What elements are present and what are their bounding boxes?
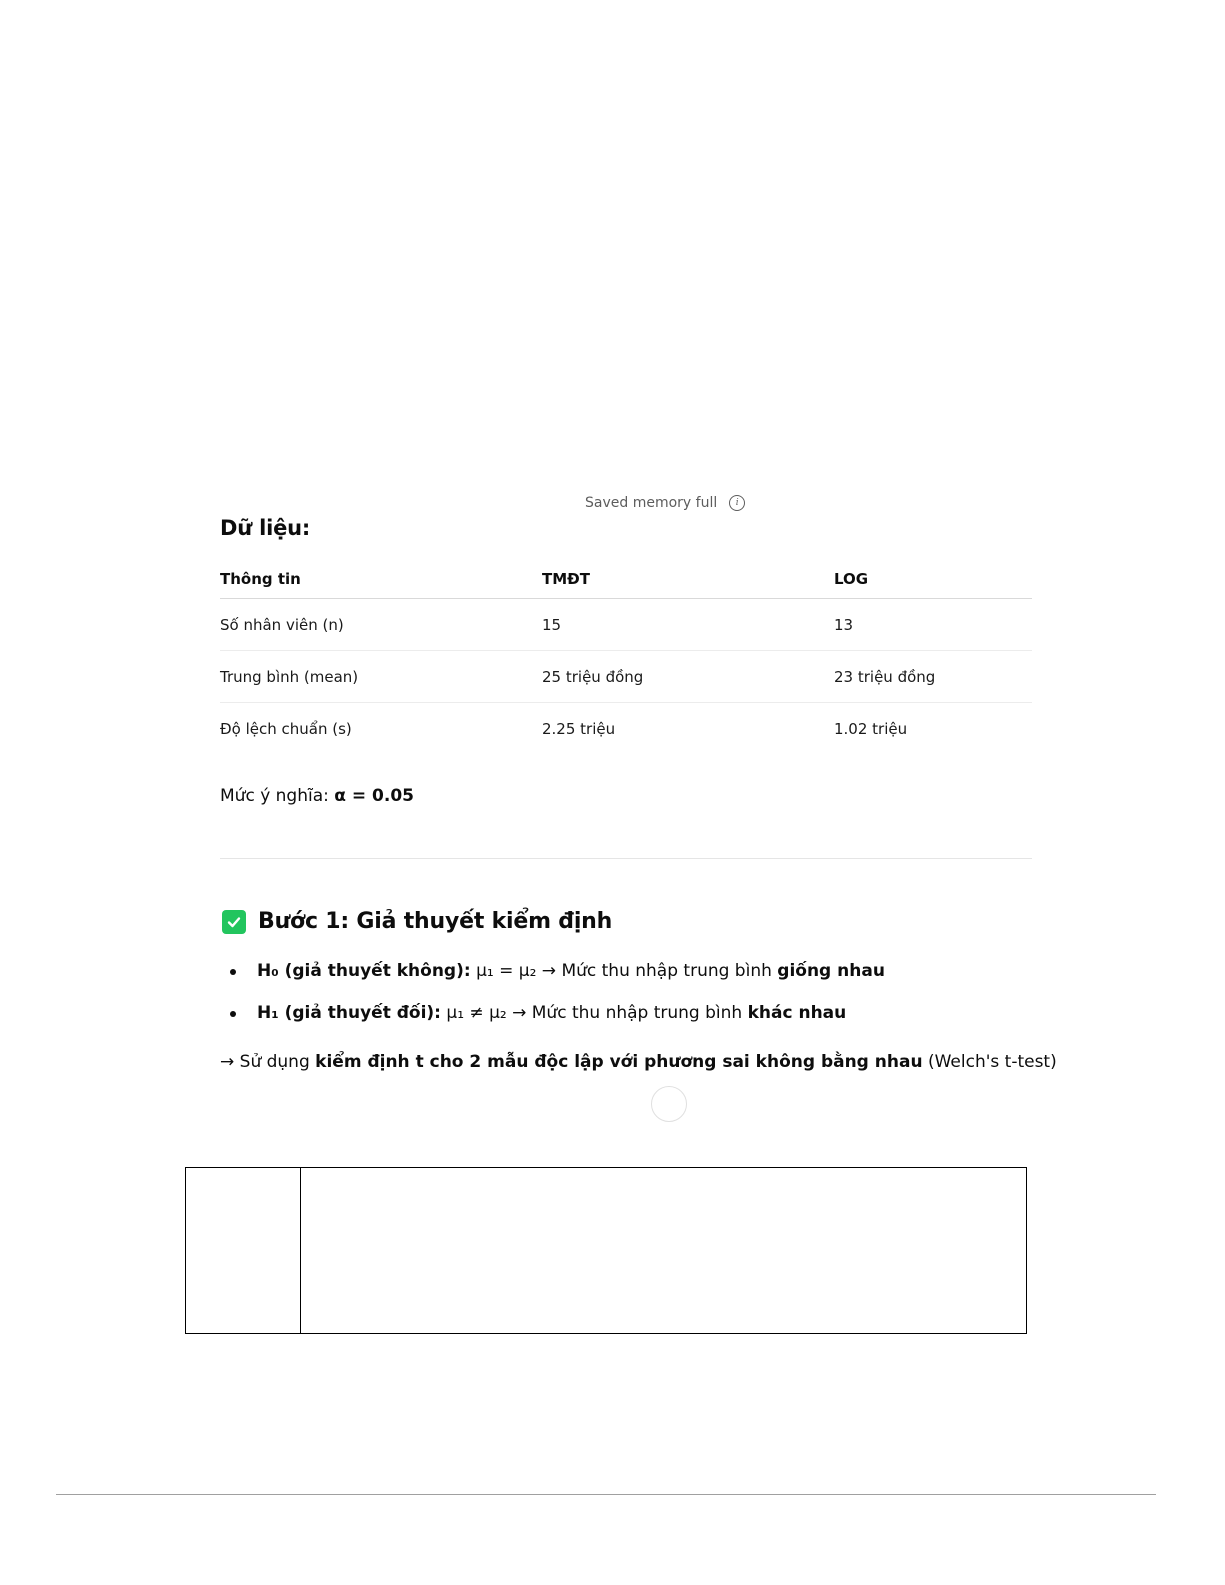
table-cell: 13 — [834, 599, 1032, 651]
table-cell: Trung bình (mean) — [220, 651, 542, 703]
table-cell: Số nhân viên (n) — [220, 599, 542, 651]
data-table — [220, 560, 1032, 754]
h1-text: μ₁ ≠ μ₂ → Mức thu nhập trung bình — [440, 1003, 748, 1023]
chat-screenshot — [205, 495, 1085, 1097]
h0-emphasis: giống nhau — [777, 961, 885, 981]
check-box-icon — [222, 910, 246, 934]
memory-status — [585, 495, 745, 511]
column-header: TMĐT — [542, 560, 834, 599]
info-icon[interactable]: i — [729, 495, 745, 511]
table-row — [220, 599, 1032, 651]
h1-label: H₁ (giả thuyết đối): — [257, 1003, 441, 1023]
step1-title: Bước 1: Giả thuyết kiểm định — [258, 909, 613, 934]
method-suffix: (Welch's t-test) — [922, 1052, 1057, 1072]
method-emphasis: kiểm định t cho 2 mẫu độc lập với phương sai không bằng nhau — [315, 1052, 923, 1072]
significance-label: Mức ý nghĩa: — [220, 786, 335, 806]
divider — [220, 858, 1032, 859]
significance-value: α = 0.05 — [334, 786, 414, 806]
list-item — [220, 1001, 885, 1043]
footer-rule — [56, 1494, 1156, 1495]
method-note — [220, 1052, 1057, 1072]
table-cell: 15 — [542, 599, 834, 651]
scroll-down-button[interactable] — [651, 1086, 687, 1122]
data-section-title: Dữ liệu: — [220, 516, 311, 540]
table-cell: Độ lệch chuẩn (s) — [220, 719, 352, 738]
hypothesis-list — [220, 959, 885, 1043]
significance-level — [220, 786, 414, 806]
h0-text: μ₁ = μ₂ → Mức thu nhập trung bình — [470, 961, 778, 981]
column-header: Thông tin — [220, 560, 542, 599]
table-cell — [301, 1168, 1026, 1333]
table-cell: 25 triệu đồng — [542, 651, 834, 703]
h1-emphasis: khác nhau — [747, 1003, 847, 1023]
table-cell: 2.25 triệu — [542, 719, 616, 738]
table-row — [220, 651, 1032, 703]
table-cell: 23 triệu đồng — [834, 651, 1032, 703]
empty-bordered-table — [185, 1167, 1027, 1334]
table-row — [220, 703, 1032, 755]
h0-label: H₀ (giả thuyết không): — [257, 961, 471, 981]
table-header-row — [220, 560, 1032, 599]
step1-heading — [222, 909, 612, 934]
method-prefix: → Sử dụng — [220, 1052, 316, 1072]
list-item — [220, 959, 885, 1001]
table-cell: 1.02 triệu — [834, 719, 908, 738]
table-cell — [186, 1168, 301, 1333]
memory-status-text: Saved memory full — [585, 495, 718, 511]
column-header: LOG — [834, 560, 1032, 599]
